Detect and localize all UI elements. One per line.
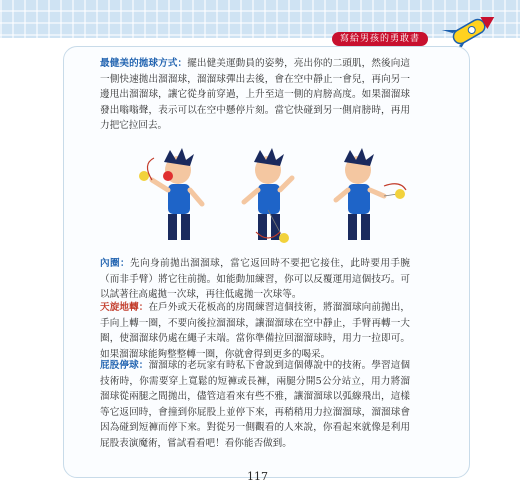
section-spin: [100, 300, 410, 362]
section-butt-stop: [100, 358, 410, 452]
section-best-throw: [100, 56, 410, 134]
figure-1: [139, 148, 202, 240]
section-text: 先向身前拋出溜溜球，當它返回時不要把它接住，此時要用手腕（而非手臂）將它往前拋。如能動加練習，你可以反覆運用這個技巧。可以試著往高處拋一次球，再往低處拋一次球等。: [100, 258, 411, 301]
section-text: 擺出健美運動員的姿勢，亮出你的二頭肌，然後向這一側快速拋出溜溜球，溜溜球彈出去後，會在空中靜止一會兒，再向另一邊甩出溜溜球，讓它從身前穿過，上升至這一側的肩膀高度。如果溜溜球發出嗡嗡聲，表示可以在空中懸停片刻。當它快碰到另一側肩膀時，再用力把它拉回去。: [100, 58, 411, 132]
section-text: 在戶外或天花板高的房間練習這個技術，將溜溜球向前拋出，手向上轉一圈，不要向後拉溜溜球，讓溜溜球在空中靜止，手臂再轉一大圈，使溜溜球仍處在繩子末端。當你準備拉回溜溜球時，用力一拉即可。如果溜溜球能夠整整轉一圈，你就會得到更多的喝采。: [100, 302, 410, 360]
figure-2: [244, 148, 292, 243]
yoyo-figures-illustration: [118, 146, 418, 246]
section-text: 溜溜球的老玩家有時私下會說到這個傳說中的技術。學習這個技術時，你需要穿上寬鬆的短褲或長褲，兩腿分開5公分站立，用力將溜溜球從兩腿之間拋出，儘管這看來有些不雅，讓溜溜球以弧線飛出，這樣等它返回時，會撞到你屁股上並停下來，再稍稍用力拉溜溜球，溜溜球會因為碰到短褲而停下來。對從另一側觀看的人來說，你看起來就像是利用屁股表演魔術，嘗試看看吧！看你能否做到。: [100, 360, 410, 449]
section-keyword: 內圈：: [100, 258, 131, 269]
section-keyword: 天旋地轉：: [100, 302, 149, 313]
section-inner-loop: [100, 256, 410, 303]
page-number: 117: [247, 470, 268, 483]
section-keyword: 最健美的拋球方式：: [100, 58, 188, 69]
figure-3: [336, 148, 406, 240]
section-keyword: 屁股停球：: [100, 360, 149, 371]
book-title-badge: 寫給男孩的勇敢書: [332, 32, 428, 46]
